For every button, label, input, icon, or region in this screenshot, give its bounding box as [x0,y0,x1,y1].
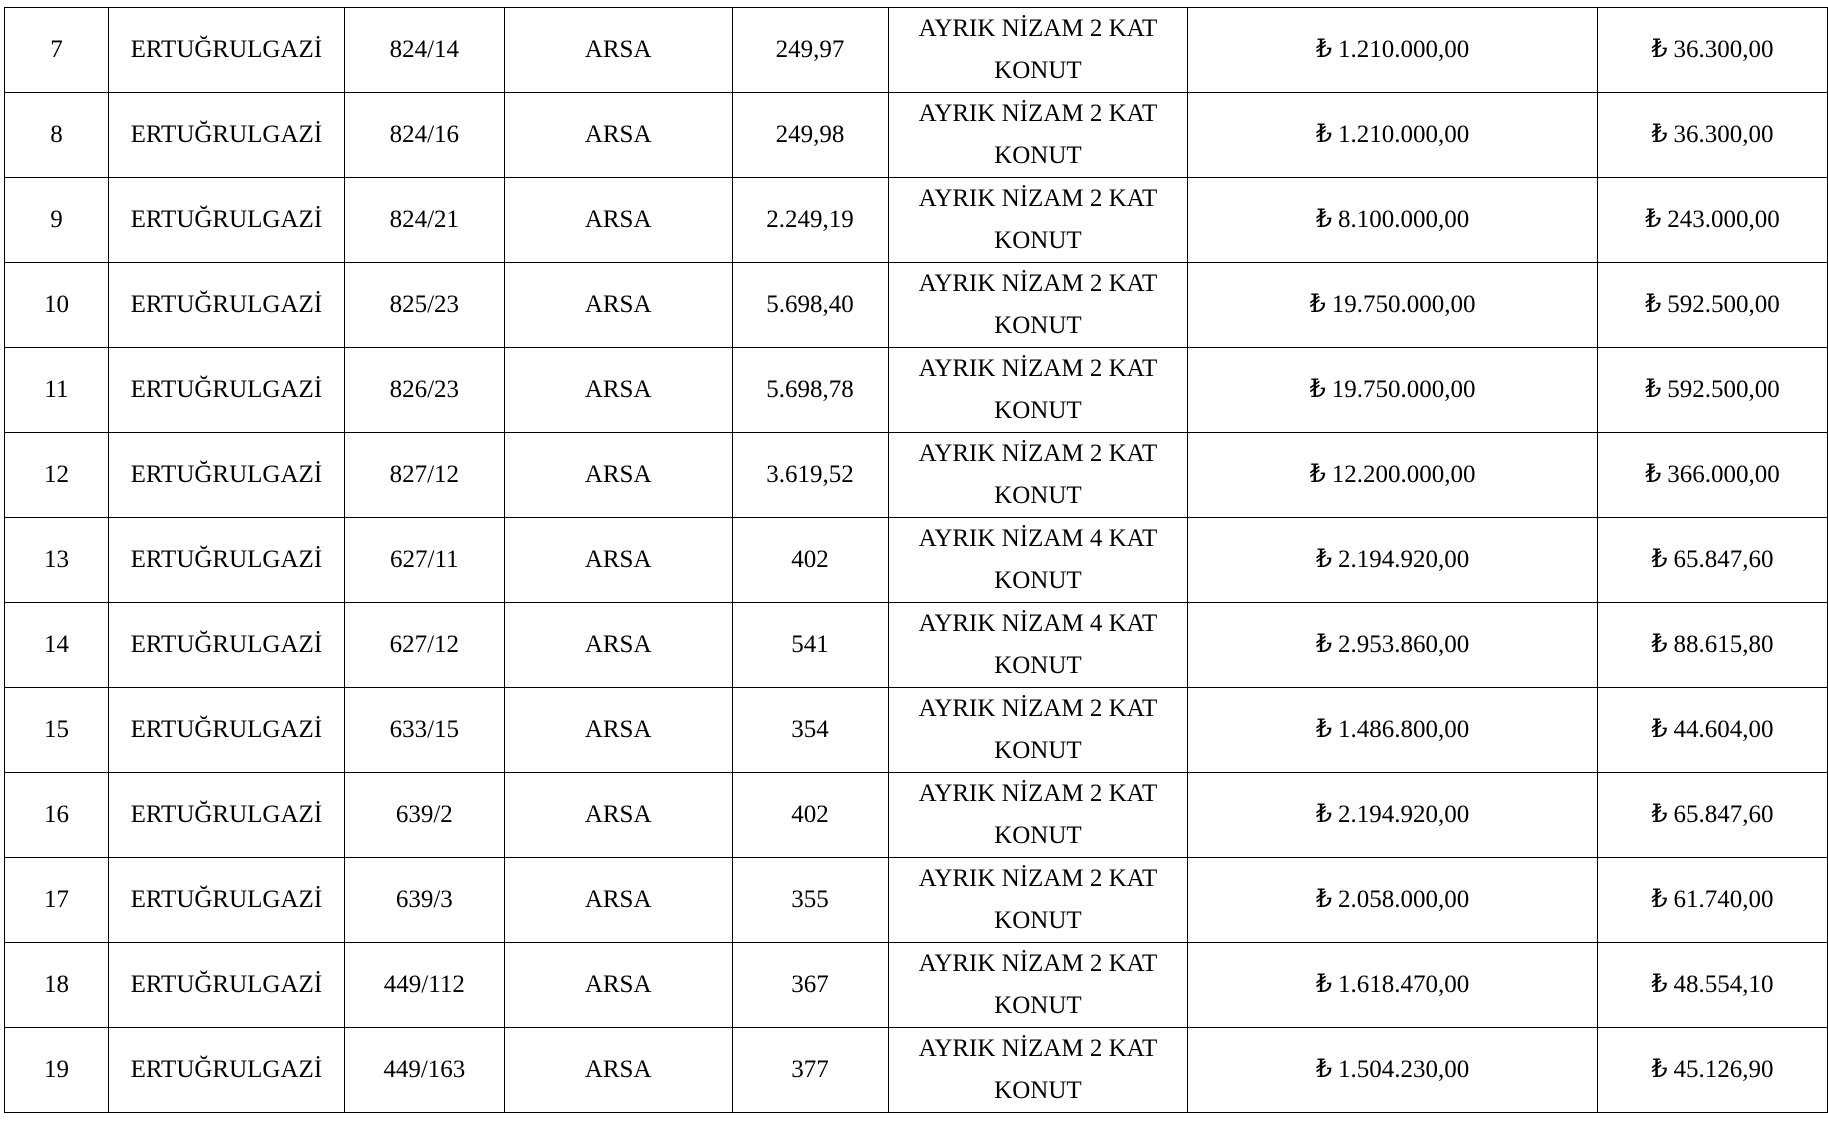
lira-symbol: ₺ [1651,1056,1668,1083]
deposit-cell [1598,688,1828,773]
amount-text: 2.194.920,00 [1338,801,1470,828]
deposit-cell [1598,943,1828,1028]
table-body [5,8,1828,1113]
lira-symbol: ₺ [1316,886,1332,913]
neighborhood-cell: ERTUĞRULGAZİ [108,93,344,178]
lira-symbol: ₺ [1645,376,1662,403]
area-cell: 402 [732,518,888,603]
lira-symbol: ₺ [1309,291,1326,318]
estimated-value-cell [1188,858,1598,943]
lira-symbol: ₺ [1651,971,1668,998]
table-row [5,178,1828,263]
lira-symbol: ₺ [1316,631,1332,658]
estimated-value-cell [1188,433,1598,518]
area-cell: 367 [732,943,888,1028]
zoning-cell: AYRIK NİZAM 2 KAT KONUT [888,433,1188,518]
property-type-cell: ARSA [504,8,732,93]
neighborhood-cell: ERTUĞRULGAZİ [108,943,344,1028]
table-row [5,943,1828,1028]
neighborhood-cell: ERTUĞRULGAZİ [108,773,344,858]
lira-symbol: ₺ [1651,36,1668,63]
lira-symbol: ₺ [1309,461,1326,488]
row-number-cell: 11 [5,348,109,433]
lira-symbol: ₺ [1316,801,1332,828]
table-row [5,1028,1828,1113]
amount-text: 36.300,00 [1673,36,1774,63]
zoning-cell: AYRIK NİZAM 2 KAT KONUT [888,773,1188,858]
lira-symbol: ₺ [1651,546,1668,573]
lira-symbol: ₺ [1651,801,1668,828]
estimated-value-cell [1188,1028,1598,1113]
deposit-cell [1598,348,1828,433]
row-number-cell: 16 [5,773,109,858]
estimated-value-cell [1188,943,1598,1028]
zoning-cell: AYRIK NİZAM 4 KAT KONUT [888,518,1188,603]
estimated-value-cell [1188,773,1598,858]
table-row [5,603,1828,688]
lira-symbol: ₺ [1316,1056,1332,1083]
lira-symbol: ₺ [1316,546,1332,573]
block-parcel-cell: 825/23 [344,263,504,348]
row-number-cell: 19 [5,1028,109,1113]
zoning-cell: AYRIK NİZAM 2 KAT KONUT [888,93,1188,178]
deposit-cell [1598,858,1828,943]
block-parcel-cell: 627/11 [344,518,504,603]
lira-symbol: ₺ [1651,716,1668,743]
block-parcel-cell: 827/12 [344,433,504,518]
amount-text: 44.604,00 [1673,716,1774,743]
table-row [5,348,1828,433]
estimated-value-cell [1188,178,1598,263]
amount-text: 2.953.860,00 [1338,631,1470,658]
row-number-cell: 13 [5,518,109,603]
row-number-cell: 9 [5,178,109,263]
zoning-cell: AYRIK NİZAM 2 KAT KONUT [888,8,1188,93]
area-cell: 2.249,19 [732,178,888,263]
lira-symbol: ₺ [1316,121,1332,148]
area-cell: 541 [732,603,888,688]
amount-text: 8.100.000,00 [1338,206,1470,233]
amount-text: 1.210.000,00 [1338,121,1470,148]
zoning-cell: AYRIK NİZAM 4 KAT KONUT [888,603,1188,688]
zoning-cell: AYRIK NİZAM 2 KAT KONUT [888,1028,1188,1113]
block-parcel-cell: 824/16 [344,93,504,178]
area-cell: 377 [732,1028,888,1113]
deposit-cell [1598,178,1828,263]
block-parcel-cell: 826/23 [344,348,504,433]
row-number-cell: 10 [5,263,109,348]
block-parcel-cell: 639/3 [344,858,504,943]
lira-symbol: ₺ [1316,971,1332,998]
amount-text: 2.194.920,00 [1338,546,1470,573]
lira-symbol: ₺ [1309,376,1326,403]
table-row [5,263,1828,348]
block-parcel-cell: 639/2 [344,773,504,858]
estimated-value-cell [1188,688,1598,773]
lira-symbol: ₺ [1316,716,1332,743]
block-parcel-cell: 633/15 [344,688,504,773]
area-cell: 402 [732,773,888,858]
row-number-cell: 12 [5,433,109,518]
area-cell: 5.698,78 [732,348,888,433]
amount-text: 65.847,60 [1673,546,1774,573]
deposit-cell [1598,603,1828,688]
neighborhood-cell: ERTUĞRULGAZİ [108,603,344,688]
property-type-cell: ARSA [504,773,732,858]
property-type-cell: ARSA [504,348,732,433]
property-type-cell: ARSA [504,688,732,773]
deposit-cell [1598,1028,1828,1113]
amount-text: 19.750.000,00 [1331,291,1476,318]
estimated-value-cell [1188,93,1598,178]
row-number-cell: 14 [5,603,109,688]
parcel-table [4,7,1828,1113]
table-row [5,773,1828,858]
property-type-cell: ARSA [504,518,732,603]
row-number-cell: 15 [5,688,109,773]
block-parcel-cell: 449/112 [344,943,504,1028]
area-cell: 5.698,40 [732,263,888,348]
amount-text: 65.847,60 [1673,801,1774,828]
neighborhood-cell: ERTUĞRULGAZİ [108,263,344,348]
amount-text: 243.000,00 [1667,206,1780,233]
estimated-value-cell [1188,603,1598,688]
table-row [5,518,1828,603]
property-type-cell: ARSA [504,178,732,263]
estimated-value-cell [1188,518,1598,603]
amount-text: 19.750.000,00 [1331,376,1476,403]
amount-text: 1.618.470,00 [1338,971,1470,998]
block-parcel-cell: 627/12 [344,603,504,688]
property-type-cell: ARSA [504,943,732,1028]
zoning-cell: AYRIK NİZAM 2 KAT KONUT [888,858,1188,943]
lira-symbol: ₺ [1651,121,1668,148]
lira-symbol: ₺ [1651,631,1668,658]
amount-text: 88.615,80 [1673,631,1774,658]
area-cell: 249,98 [732,93,888,178]
zoning-cell: AYRIK NİZAM 2 KAT KONUT [888,178,1188,263]
area-cell: 249,97 [732,8,888,93]
property-type-cell: ARSA [504,858,732,943]
neighborhood-cell: ERTUĞRULGAZİ [108,518,344,603]
amount-text: 45.126,90 [1673,1056,1774,1083]
row-number-cell: 17 [5,858,109,943]
zoning-cell: AYRIK NİZAM 2 KAT KONUT [888,263,1188,348]
zoning-cell: AYRIK NİZAM 2 KAT KONUT [888,943,1188,1028]
amount-text: 36.300,00 [1673,121,1774,148]
amount-text: 12.200.000,00 [1331,461,1476,488]
lira-symbol: ₺ [1316,206,1332,233]
amount-text: 1.210.000,00 [1338,36,1470,63]
amount-text: 366.000,00 [1667,461,1780,488]
zoning-cell: AYRIK NİZAM 2 KAT KONUT [888,348,1188,433]
amount-text: 592.500,00 [1667,376,1780,403]
amount-text: 48.554,10 [1673,971,1774,998]
block-parcel-cell: 824/21 [344,178,504,263]
deposit-cell [1598,773,1828,858]
estimated-value-cell [1188,348,1598,433]
lira-symbol: ₺ [1645,206,1662,233]
amount-text: 61.740,00 [1673,886,1774,913]
deposit-cell [1598,518,1828,603]
property-type-cell: ARSA [504,93,732,178]
deposit-cell [1598,8,1828,93]
neighborhood-cell: ERTUĞRULGAZİ [108,348,344,433]
deposit-cell [1598,93,1828,178]
table-row [5,433,1828,518]
area-cell: 3.619,52 [732,433,888,518]
property-type-cell: ARSA [504,1028,732,1113]
deposit-cell [1598,433,1828,518]
estimated-value-cell [1188,263,1598,348]
row-number-cell: 18 [5,943,109,1028]
neighborhood-cell: ERTUĞRULGAZİ [108,1028,344,1113]
table-row [5,8,1828,93]
property-type-cell: ARSA [504,603,732,688]
deposit-cell [1598,263,1828,348]
lira-symbol: ₺ [1316,36,1332,63]
zoning-cell: AYRIK NİZAM 2 KAT KONUT [888,688,1188,773]
table-row [5,688,1828,773]
block-parcel-cell: 824/14 [344,8,504,93]
estimated-value-cell [1188,8,1598,93]
lira-symbol: ₺ [1645,461,1662,488]
neighborhood-cell: ERTUĞRULGAZİ [108,858,344,943]
property-type-cell: ARSA [504,263,732,348]
lira-symbol: ₺ [1651,886,1668,913]
neighborhood-cell: ERTUĞRULGAZİ [108,688,344,773]
table-row [5,93,1828,178]
neighborhood-cell: ERTUĞRULGAZİ [108,433,344,518]
block-parcel-cell: 449/163 [344,1028,504,1113]
row-number-cell: 8 [5,93,109,178]
amount-text: 1.486.800,00 [1338,716,1470,743]
area-cell: 354 [732,688,888,773]
amount-text: 1.504.230,00 [1338,1056,1470,1083]
table-row [5,858,1828,943]
lira-symbol: ₺ [1645,291,1662,318]
row-number-cell: 7 [5,8,109,93]
amount-text: 592.500,00 [1667,291,1780,318]
property-type-cell: ARSA [504,433,732,518]
neighborhood-cell: ERTUĞRULGAZİ [108,178,344,263]
neighborhood-cell: ERTUĞRULGAZİ [108,8,344,93]
area-cell: 355 [732,858,888,943]
amount-text: 2.058.000,00 [1338,886,1470,913]
